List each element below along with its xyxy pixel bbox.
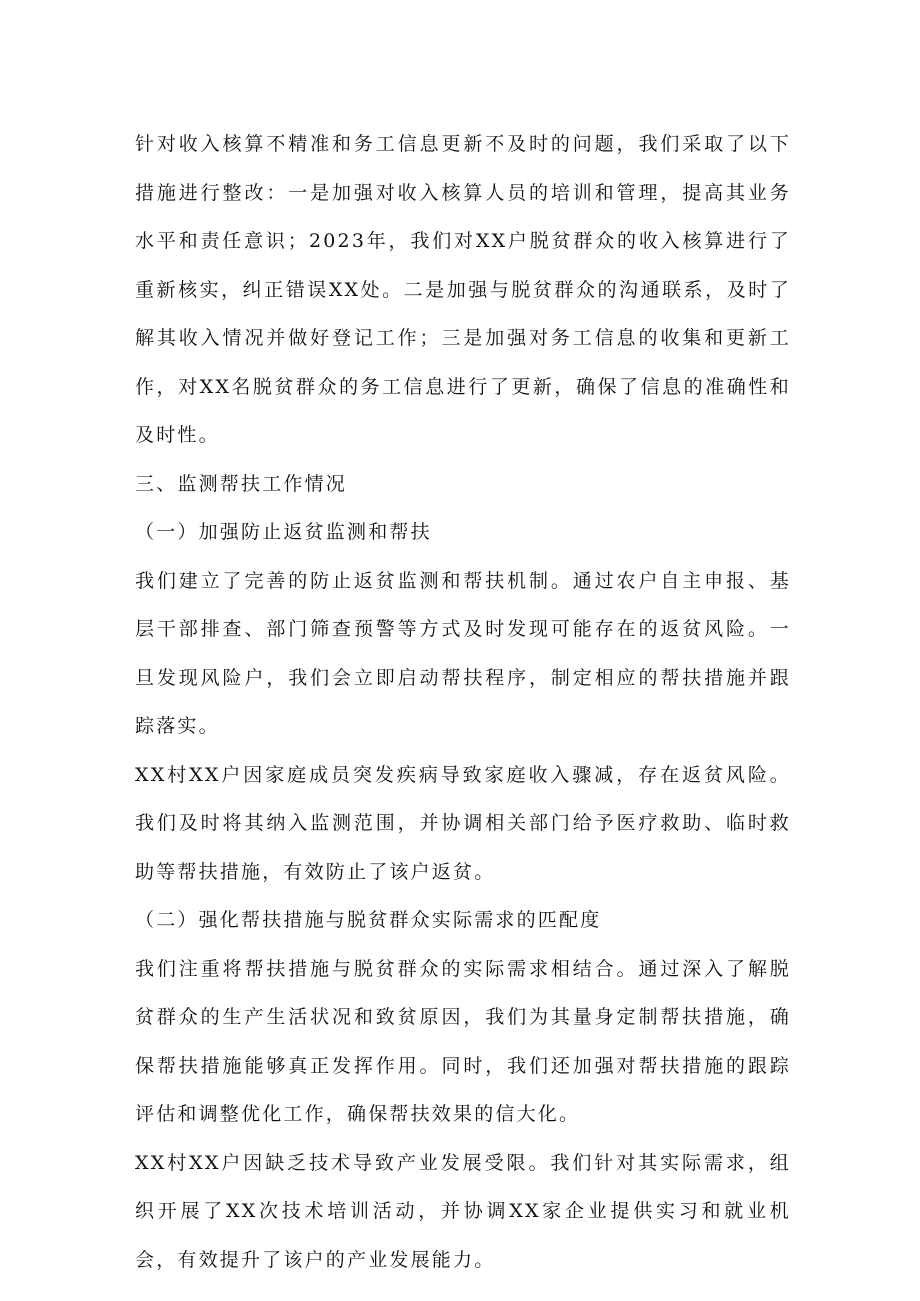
document-body xyxy=(135,120,791,1284)
paragraph-case-technology: XX村XX户因缺乏技术导致产业发展受限。我们针对其实际需求，组织开展了XX次技术培训活动，并协调XX家企业提供实习和就业机会，有效提升了该户的产业发展能力。 xyxy=(135,1151,791,1271)
subsection-heading-prevention: （一）加强防止返贫监测和帮扶 xyxy=(135,521,432,543)
paragraph-monitoring-mechanism: 我们建立了完善的防止返贫监测和帮扶机制。通过农户自主申报、基层干部排查、部门筛查预警等方式及时发现可能存在的返贫风险。一旦发现风险户，我们会立即启动帮扶程序，制定相应的帮扶措施并跟踪落实。 xyxy=(135,569,791,737)
paragraph-tailored-measures: 我们注重将帮扶措施与脱贫群众的实际需求相结合。通过深入了解脱贫群众的生产生活状况和致贫原因，我们为其量身定制帮扶措施，确保帮扶措施能够真正发挥作用。同时，我们还加强对帮扶措施的跟踪评估和调整优化工作，确保帮扶效果的信大化。 xyxy=(135,957,791,1125)
paragraph-case-illness: XX村XX户因家庭成员突发疾病导致家庭收入骤减，存在返贫风险。我们及时将其纳入监测范围，并协调相关部门给予医疗救助、临时救助等帮扶措施，有效防止了该户返贫。 xyxy=(135,763,791,883)
section-heading-monitoring: 三、监测帮扶工作情况 xyxy=(135,472,348,495)
subsection-heading-matching: （二）强化帮扶措施与脱贫群众实际需求的匹配度 xyxy=(135,909,602,931)
paragraph-rectification-measures: 针对收入核算不精准和务工信息更新不及时的问题，我们采取了以下措施进行整改：一是加强对收入核算人员的培训和管理，提高其业务水平和责任意识；2023年，我们对XX户脱贫群众的收入核算进行了重新核实，纠正错误XX处。二是加强与脱贫群众的沟通联系，及时了解其收入情况并做好登记工作；三是加强对务工信息的收集和更新工作，对XX名脱贫群众的务工信息进行了更新，确保了信息的准确性和及时性。 xyxy=(135,133,791,446)
